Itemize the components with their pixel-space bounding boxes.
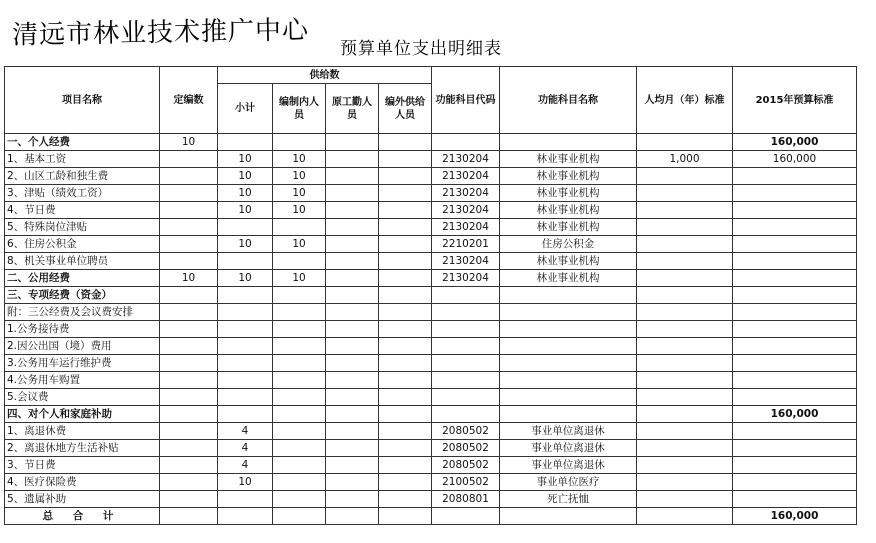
- row-func-code: 2080502: [432, 440, 500, 457]
- total-budget: 160,000: [733, 508, 857, 525]
- row-out-staff: [379, 202, 432, 219]
- row-in-staff: [273, 219, 326, 236]
- row-item-name: 4、节日费: [5, 202, 160, 219]
- row-func-code: [432, 372, 500, 389]
- row-labor: [326, 253, 379, 270]
- row-func-code: 2130204: [432, 202, 500, 219]
- row-item-name: 一、个人经费: [5, 134, 160, 151]
- table-row: [5, 491, 857, 508]
- row-budget: [733, 491, 857, 508]
- row-budget: [733, 287, 857, 304]
- row-item-name: 3.公务用车运行维护费: [5, 355, 160, 372]
- row-item-name: 四、对个人和家庭补助: [5, 406, 160, 423]
- row-out-staff: [379, 134, 432, 151]
- row-staffing: [160, 474, 218, 491]
- table-row: [5, 389, 857, 406]
- row-func-code: 2100502: [432, 474, 500, 491]
- row-item-name: 3、节日费: [5, 457, 160, 474]
- table-row: [5, 168, 857, 185]
- row-func-name: 死亡抚恤: [500, 491, 637, 508]
- row-subtotal: 4: [218, 423, 273, 440]
- table-row: [5, 253, 857, 270]
- row-func-name: 林业事业机构: [500, 168, 637, 185]
- row-subtotal: [218, 372, 273, 389]
- row-labor: [326, 457, 379, 474]
- row-budget: [733, 185, 857, 202]
- table-row: [5, 423, 857, 440]
- row-func-name: 住房公积金: [500, 236, 637, 253]
- row-in-staff: [273, 457, 326, 474]
- row-labor: [326, 338, 379, 355]
- row-per-capita: [637, 168, 733, 185]
- row-item-name: 2、离退休地方生活补贴: [5, 440, 160, 457]
- row-out-staff: [379, 168, 432, 185]
- row-in-staff: [273, 253, 326, 270]
- row-staffing: [160, 287, 218, 304]
- row-budget: [733, 253, 857, 270]
- row-func-code: 2210201: [432, 236, 500, 253]
- row-out-staff: [379, 389, 432, 406]
- row-per-capita: [637, 287, 733, 304]
- table-row: [5, 270, 857, 287]
- row-in-staff: [273, 321, 326, 338]
- row-per-capita: [637, 423, 733, 440]
- row-staffing: [160, 236, 218, 253]
- row-func-code: [432, 389, 500, 406]
- row-budget: [733, 270, 857, 287]
- row-per-capita: [637, 304, 733, 321]
- row-out-staff: [379, 491, 432, 508]
- table-row: [5, 134, 857, 151]
- row-func-code: 2130204: [432, 168, 500, 185]
- row-per-capita: [637, 491, 733, 508]
- row-labor: [326, 287, 379, 304]
- row-in-staff: [273, 134, 326, 151]
- row-labor: [326, 321, 379, 338]
- row-labor: [326, 151, 379, 168]
- row-per-capita: [637, 338, 733, 355]
- row-subtotal: 10: [218, 474, 273, 491]
- table-row: [5, 202, 857, 219]
- row-item-name: 三、专项经费（资金）: [5, 287, 160, 304]
- row-subtotal: 10: [218, 270, 273, 287]
- row-per-capita: [637, 219, 733, 236]
- row-func-name: [500, 389, 637, 406]
- table-row: [5, 287, 857, 304]
- row-subtotal: [218, 491, 273, 508]
- row-subtotal: [218, 219, 273, 236]
- row-budget: [733, 440, 857, 457]
- row-labor: [326, 270, 379, 287]
- row-budget: [733, 372, 857, 389]
- row-in-staff: [273, 372, 326, 389]
- budget-table: [4, 66, 857, 525]
- row-staffing: [160, 168, 218, 185]
- row-per-capita: [637, 236, 733, 253]
- row-staffing: [160, 202, 218, 219]
- table-row: [5, 457, 857, 474]
- row-in-staff: [273, 423, 326, 440]
- row-staffing: [160, 304, 218, 321]
- row-staffing: [160, 321, 218, 338]
- row-out-staff: [379, 474, 432, 491]
- row-out-staff: [379, 236, 432, 253]
- table-row: [5, 440, 857, 457]
- row-in-staff: [273, 440, 326, 457]
- row-out-staff: [379, 423, 432, 440]
- row-func-code: 2080502: [432, 423, 500, 440]
- row-staffing: [160, 253, 218, 270]
- row-labor: [326, 202, 379, 219]
- row-out-staff: [379, 253, 432, 270]
- row-subtotal: 4: [218, 440, 273, 457]
- row-staffing: [160, 440, 218, 457]
- row-staffing: 10: [160, 134, 218, 151]
- row-out-staff: [379, 457, 432, 474]
- row-func-code: [432, 321, 500, 338]
- row-subtotal: 4: [218, 457, 273, 474]
- row-func-name: 林业事业机构: [500, 270, 637, 287]
- row-subtotal: 10: [218, 168, 273, 185]
- row-in-staff: 10: [273, 270, 326, 287]
- total-label: 总 合 计: [5, 508, 160, 525]
- row-budget: [733, 236, 857, 253]
- row-func-name: 林业事业机构: [500, 151, 637, 168]
- row-func-name: [500, 338, 637, 355]
- row-budget: [733, 457, 857, 474]
- table-row: [5, 338, 857, 355]
- row-budget: [733, 423, 857, 440]
- row-in-staff: [273, 355, 326, 372]
- row-func-code: 2130204: [432, 270, 500, 287]
- row-subtotal: 10: [218, 236, 273, 253]
- row-per-capita: [637, 406, 733, 423]
- row-labor: [326, 423, 379, 440]
- row-subtotal: [218, 389, 273, 406]
- row-out-staff: [379, 151, 432, 168]
- row-item-name: 1.公务接待费: [5, 321, 160, 338]
- row-subtotal: 10: [218, 202, 273, 219]
- row-staffing: [160, 219, 218, 236]
- row-out-staff: [379, 219, 432, 236]
- row-subtotal: [218, 355, 273, 372]
- table-row: [5, 219, 857, 236]
- row-func-code: [432, 406, 500, 423]
- row-out-staff: [379, 287, 432, 304]
- row-out-staff: [379, 321, 432, 338]
- row-subtotal: 10: [218, 185, 273, 202]
- row-func-name: [500, 406, 637, 423]
- row-budget: [733, 168, 857, 185]
- row-budget: [733, 219, 857, 236]
- row-func-name: 林业事业机构: [500, 253, 637, 270]
- row-func-name: 事业单位离退休: [500, 423, 637, 440]
- row-budget: 160,000: [733, 406, 857, 423]
- row-staffing: [160, 151, 218, 168]
- row-per-capita: [637, 372, 733, 389]
- row-in-staff: [273, 338, 326, 355]
- table-row: [5, 321, 857, 338]
- header-out-staff: 编外供给人员: [379, 84, 432, 134]
- row-func-name: [500, 304, 637, 321]
- row-in-staff: [273, 304, 326, 321]
- row-func-name: 林业事业机构: [500, 185, 637, 202]
- row-labor: [326, 491, 379, 508]
- row-in-staff: [273, 406, 326, 423]
- row-budget: [733, 321, 857, 338]
- table-row: [5, 355, 857, 372]
- row-item-name: 附：三公经费及会议费安排: [5, 304, 160, 321]
- row-func-code: 2080502: [432, 457, 500, 474]
- table-row: [5, 372, 857, 389]
- row-func-name: 事业单位离退休: [500, 457, 637, 474]
- row-item-name: 1、基本工资: [5, 151, 160, 168]
- row-staffing: [160, 372, 218, 389]
- row-out-staff: [379, 355, 432, 372]
- row-item-name: 2.因公出国（境）费用: [5, 338, 160, 355]
- header-labor: 原工勤人员: [326, 84, 379, 134]
- row-per-capita: [637, 253, 733, 270]
- row-staffing: [160, 389, 218, 406]
- row-budget: [733, 202, 857, 219]
- row-labor: [326, 219, 379, 236]
- row-budget: [733, 355, 857, 372]
- row-per-capita: 1,000: [637, 151, 733, 168]
- row-subtotal: [218, 321, 273, 338]
- row-func-name: [500, 134, 637, 151]
- table-row: [5, 151, 857, 168]
- row-subtotal: 10: [218, 151, 273, 168]
- row-func-code: 2130204: [432, 185, 500, 202]
- row-item-name: 4.公务用车购置: [5, 372, 160, 389]
- row-func-name: [500, 355, 637, 372]
- row-per-capita: [637, 440, 733, 457]
- row-item-name: 6、住房公积金: [5, 236, 160, 253]
- row-item-name: 5、遗属补助: [5, 491, 160, 508]
- row-labor: [326, 389, 379, 406]
- row-budget: [733, 338, 857, 355]
- table-row: [5, 406, 857, 423]
- header-per-capita: 人均月（年）标准: [637, 67, 733, 134]
- row-item-name: 二、公用经费: [5, 270, 160, 287]
- row-budget: [733, 389, 857, 406]
- handwritten-unit-name: 清远市林业技术推广中心: [11, 15, 310, 51]
- row-staffing: [160, 457, 218, 474]
- row-per-capita: [637, 185, 733, 202]
- row-func-code: 2130204: [432, 253, 500, 270]
- row-out-staff: [379, 372, 432, 389]
- page-title: 预算单位支出明细表: [340, 39, 502, 59]
- row-func-name: 林业事业机构: [500, 219, 637, 236]
- row-in-staff: [273, 389, 326, 406]
- row-item-name: 4、医疗保险费: [5, 474, 160, 491]
- row-out-staff: [379, 440, 432, 457]
- row-func-name: 事业单位离退休: [500, 440, 637, 457]
- row-budget: [733, 304, 857, 321]
- row-labor: [326, 440, 379, 457]
- row-staffing: [160, 423, 218, 440]
- row-subtotal: [218, 253, 273, 270]
- row-per-capita: [637, 321, 733, 338]
- row-in-staff: [273, 287, 326, 304]
- header-in-staff: 编制内人员: [273, 84, 326, 134]
- row-item-name: 5.会议费: [5, 389, 160, 406]
- table-row: [5, 236, 857, 253]
- row-budget: 160,000: [733, 151, 857, 168]
- row-labor: [326, 236, 379, 253]
- row-in-staff: 10: [273, 151, 326, 168]
- row-staffing: 10: [160, 270, 218, 287]
- row-func-code: [432, 338, 500, 355]
- row-out-staff: [379, 406, 432, 423]
- row-subtotal: [218, 338, 273, 355]
- row-per-capita: [637, 389, 733, 406]
- row-staffing: [160, 185, 218, 202]
- header-func-name: 功能科目名称: [500, 67, 637, 134]
- table-row: [5, 474, 857, 491]
- row-item-name: 1、离退休费: [5, 423, 160, 440]
- row-labor: [326, 134, 379, 151]
- row-func-name: [500, 287, 637, 304]
- row-item-name: 8、机关事业单位聘员: [5, 253, 160, 270]
- row-func-code: [432, 134, 500, 151]
- row-staffing: [160, 491, 218, 508]
- row-func-name: 事业单位医疗: [500, 474, 637, 491]
- row-per-capita: [637, 134, 733, 151]
- row-labor: [326, 474, 379, 491]
- row-subtotal: [218, 304, 273, 321]
- row-per-capita: [637, 270, 733, 287]
- table-row: [5, 304, 857, 321]
- row-out-staff: [379, 304, 432, 321]
- row-func-code: 2130204: [432, 219, 500, 236]
- row-per-capita: [637, 457, 733, 474]
- row-subtotal: [218, 134, 273, 151]
- row-func-name: [500, 321, 637, 338]
- row-staffing: [160, 355, 218, 372]
- header-staffing: 定编数: [160, 67, 218, 134]
- row-func-code: 2080801: [432, 491, 500, 508]
- row-func-code: 2130204: [432, 151, 500, 168]
- row-labor: [326, 355, 379, 372]
- row-in-staff: [273, 474, 326, 491]
- row-labor: [326, 185, 379, 202]
- row-item-name: 3、津贴（绩效工资）: [5, 185, 160, 202]
- row-out-staff: [379, 185, 432, 202]
- row-per-capita: [637, 355, 733, 372]
- row-func-code: [432, 355, 500, 372]
- row-labor: [326, 372, 379, 389]
- row-labor: [326, 168, 379, 185]
- header-func-code: 功能科目代码: [432, 67, 500, 134]
- row-item-name: 5、特殊岗位津贴: [5, 219, 160, 236]
- row-budget: [733, 474, 857, 491]
- row-staffing: [160, 338, 218, 355]
- header-budget-2015: 2015年预算标准: [733, 67, 857, 134]
- row-subtotal: [218, 406, 273, 423]
- row-in-staff: [273, 491, 326, 508]
- row-labor: [326, 304, 379, 321]
- row-labor: [326, 406, 379, 423]
- row-in-staff: 10: [273, 202, 326, 219]
- row-in-staff: 10: [273, 168, 326, 185]
- row-budget: 160,000: [733, 134, 857, 151]
- header-supply-group: 供给数: [218, 67, 432, 84]
- row-in-staff: 10: [273, 236, 326, 253]
- header-item-name: 项目名称: [5, 67, 160, 134]
- row-per-capita: [637, 474, 733, 491]
- row-func-name: [500, 372, 637, 389]
- row-out-staff: [379, 270, 432, 287]
- row-func-code: [432, 304, 500, 321]
- row-in-staff: 10: [273, 185, 326, 202]
- row-subtotal: [218, 287, 273, 304]
- header-subtotal: 小计: [218, 84, 273, 134]
- row-func-name: 林业事业机构: [500, 202, 637, 219]
- row-item-name: 2、山区工龄和独生费: [5, 168, 160, 185]
- row-func-code: [432, 287, 500, 304]
- table-row: [5, 185, 857, 202]
- row-staffing: [160, 406, 218, 423]
- row-out-staff: [379, 338, 432, 355]
- row-per-capita: [637, 202, 733, 219]
